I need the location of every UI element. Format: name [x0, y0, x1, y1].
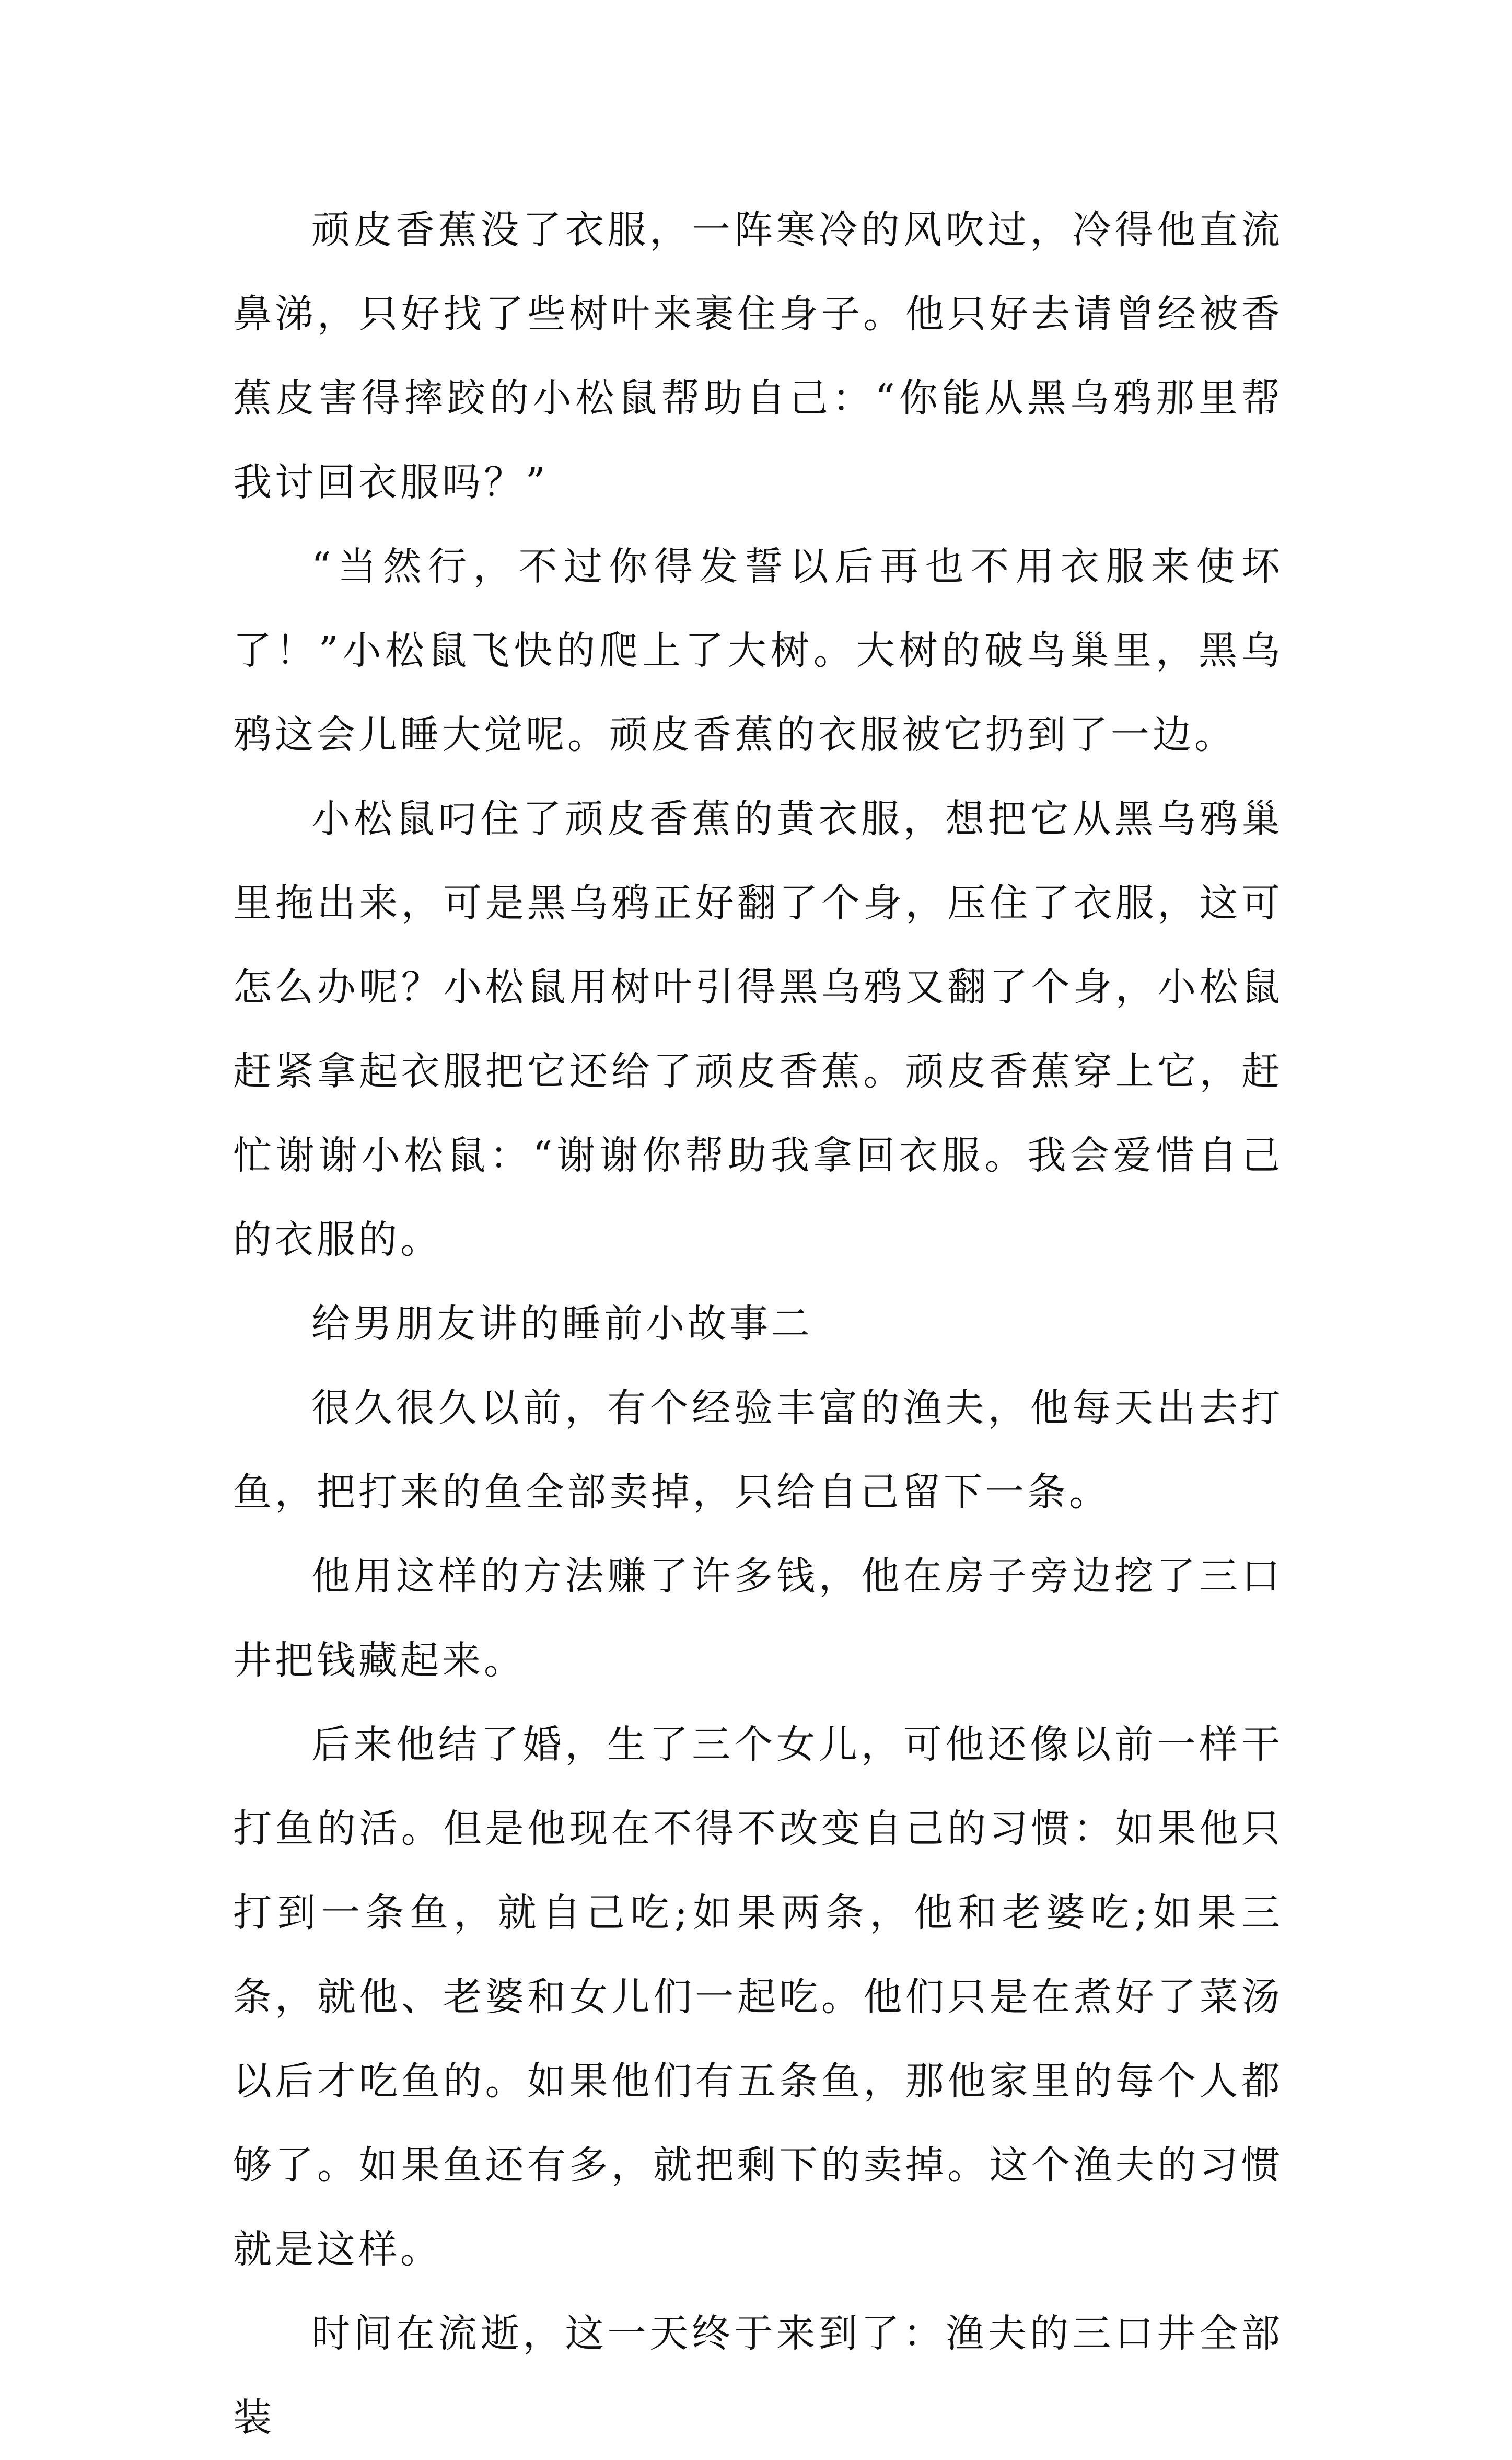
- paragraph-7: 后来他结了婚，生了三个女儿，可他还像以前一样干打鱼的活。但是他现在不得不改变自己的习惯：如果他只打到一条鱼，就自己吃;如果两条，他和老婆吃;如果三条，就他、老婆和女儿们一起吃。他们只是在煮好了菜汤以后才吃鱼的。如果他们有五条鱼，那他家里的每个人都够了。如果鱼还有多，就把剩下的卖掉。这个渔夫的习惯就是这样。: [233, 1722, 1283, 2272]
- paragraph-2: “当然行，不过你得发誓以后再也不用衣服来使坏了！”小松鼠飞快的爬上了大树。大树的破鸟巢里，黑乌鸦这会儿睡大觉呢。顽皮香蕉的衣服被它扔到了一边。: [233, 544, 1283, 757]
- paragraph-5: 很久很久以前，有个经验丰富的渔夫，他每天出去打鱼，把打来的鱼全部卖掉，只给自己留下一条。: [233, 1385, 1283, 1515]
- paragraph-3: 小松鼠叼住了顽皮香蕉的黄衣服，想把它从黑乌鸦巢里拖出来，可是黑乌鸦正好翻了个身，压住了衣服，这可怎么办呢？小松鼠用树叶引得黑乌鸦又翻了个身，小松鼠赶紧拿起衣服把它还给了顽皮香蕉。顽皮香蕉穿上它，赶忙谢谢小松鼠：“谢谢你帮助我拿回衣服。我会爱惜自己的衣服的。: [233, 796, 1283, 1262]
- paragraph-8: 时间在流逝，这一天终于来到了：渔夫的三口井全部装: [233, 2311, 1283, 2440]
- section-heading: 给男朋友讲的睡前小故事二: [311, 1301, 813, 1346]
- paragraph-1: 顽皮香蕉没了衣服，一阵寒冷的风吹过，冷得他直流鼻涕，只好找了些树叶来裹住身子。他只好去请曾经被香蕉皮害得摔跤的小松鼠帮助自己：“你能从黑乌鸦那里帮我讨回衣服吗？”: [233, 207, 1283, 505]
- paragraph-6: 他用这样的方法赚了许多钱，他在房子旁边挖了三口井把钱藏起来。: [233, 1554, 1283, 1683]
- document-body: [233, 188, 1283, 2460]
